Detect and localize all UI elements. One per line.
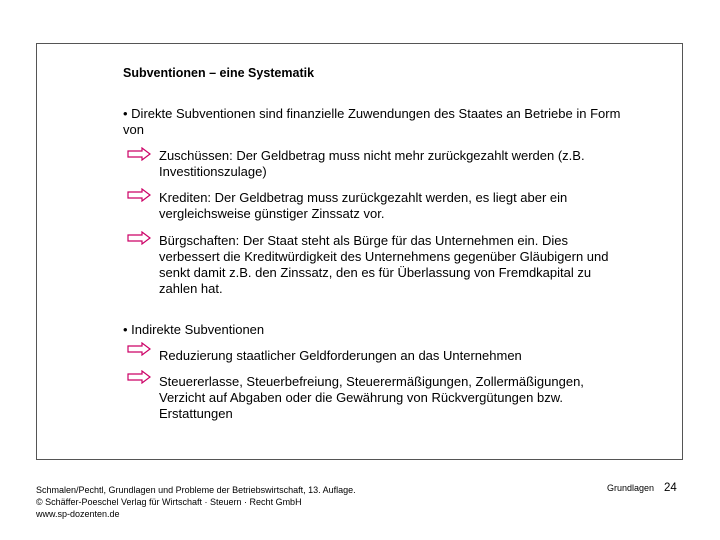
arrow-right-icon — [127, 370, 151, 384]
direct-subsidies-heading: • Direkte Subventionen sind finanzielle Zuwendungen des Staates an Betriebe in Form von — [123, 106, 621, 137]
arrow-right-icon — [127, 188, 151, 202]
footer-section-label: Grundlagen — [607, 483, 655, 493]
list-item-reduzierung: Reduzierung staatlicher Geldforderungen an das Unternehmen — [159, 348, 522, 363]
page-number: 24 — [664, 482, 677, 494]
arrow-right-icon — [127, 231, 151, 245]
list-item-zuschuesse: Zuschüssen: Der Geldbetrag muss nicht mehr zurückgezahlt werden (z.B. Investitionszulage) — [159, 148, 585, 179]
footer-line-website: www.sp-dozenten.de — [36, 509, 120, 519]
arrow-right-icon — [127, 342, 151, 356]
list-item-kredite: Krediten: Der Geldbetrag muss zurückgezahlt werden, es liegt aber ein vergleichsweise günstiger Zinssatz vor. — [159, 190, 568, 221]
footer-citation — [36, 484, 356, 520]
footer-line-publisher: © Schäffer-Poeschel Verlag für Wirtschaft · Steuern · Recht GmbH — [36, 497, 302, 507]
list-item-steuererlasse: Steuererlasse, Steuerbefreiung, Steuerermäßigungen, Zollermäßigungen, Verzicht auf Abgaben oder die Gewährung von Rückvergütungen bzw. Erstattungen — [159, 374, 584, 421]
list-item-buergschaften: Bürgschaften: Der Staat steht als Bürge für das Unternehmen ein. Dies verbessert die Kreditwürdigkeit des Unternehmens gegenüber Gläubigern und senkt damit z.B. den Zinssatz, den es für Überlassung von Fremdkapital zu zahlen hat. — [159, 233, 609, 296]
indirect-subsidies-heading: • Indirekte Subventionen — [123, 322, 265, 337]
footer-line-book: Schmalen/Pechtl, Grundlagen und Probleme der Betriebswirtschaft, 13. Auflage. — [36, 485, 356, 495]
arrow-right-icon — [127, 147, 151, 161]
slide-title: Subventionen – eine Systematik — [123, 66, 315, 80]
